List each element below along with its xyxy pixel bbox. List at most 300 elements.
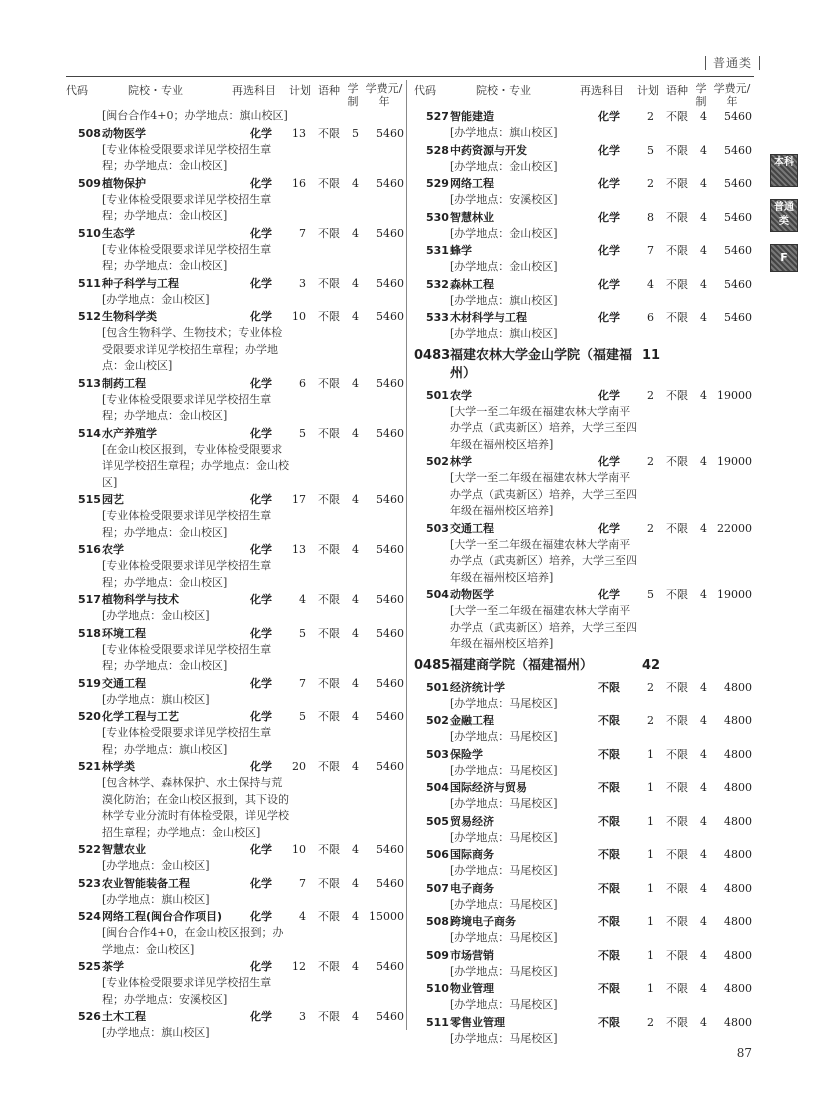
major-name: 茶学 [102, 960, 124, 973]
major-subject: 化学 [598, 110, 620, 123]
col-name: 院校・专业 [476, 84, 531, 97]
major-name: 土木工程 [102, 1010, 146, 1023]
major-fee: 5460 [376, 493, 404, 506]
major-plan: 4 [647, 277, 654, 291]
major-note: [办学地点：旗山校区] [450, 126, 558, 139]
major-plan: 5 [299, 710, 306, 723]
major-note: [大学一至二年级在福建农林大学南平办学点（武夷新区）培养，大学三至四年级在福州校区培养] [450, 604, 637, 650]
major-name: 木材科学与工程 [450, 311, 527, 324]
major-fee: 5460 [376, 876, 404, 890]
major-note: [办学地点：马尾校区] [450, 998, 558, 1011]
major-lang: 不限 [318, 593, 340, 606]
major-name: 农学 [450, 388, 472, 402]
major-fee: 4800 [724, 915, 752, 928]
major-plan: 2 [647, 680, 654, 694]
major-duration: 4 [700, 680, 707, 694]
school-plan: 11 [642, 347, 661, 363]
major-entry [414, 846, 752, 880]
major-name: 农业智能装备工程 [102, 876, 190, 890]
major-row [414, 453, 752, 470]
major-note: [闽台合作4+0，在金山校区报到；办学地点：金山校区] [102, 926, 284, 956]
major-lang: 不限 [318, 126, 340, 140]
major-lang: 不限 [666, 814, 688, 828]
major-duration: 4 [700, 521, 707, 535]
right-entries-a [414, 108, 752, 343]
major-code: 511 [78, 276, 101, 290]
major-row [66, 625, 404, 642]
major-note: [办学地点：马尾校区] [450, 897, 558, 911]
continued-note: [闽台合作4+0；办学地点：旗山校区] [102, 109, 288, 122]
major-code: 516 [78, 543, 101, 556]
major-subject: 化学 [250, 910, 272, 923]
major-note: [专业体检受限要求详见学校招生章程；办学地点：旗山校区] [102, 726, 272, 756]
major-name: 园艺 [102, 493, 124, 506]
side-tab-letter: F [770, 244, 798, 272]
major-lang: 不限 [666, 747, 688, 761]
major-subject: 不限 [598, 781, 620, 794]
major-code: 504 [426, 781, 449, 794]
major-fee: 5460 [376, 226, 404, 240]
major-fee: 4800 [724, 1015, 752, 1029]
major-row [66, 708, 404, 725]
major-fee: 19000 [717, 388, 752, 402]
major-note: [办学地点：金山校区] [102, 292, 210, 306]
major-code: 506 [426, 848, 449, 861]
major-entry [414, 880, 752, 914]
major-code: 524 [78, 910, 101, 923]
major-note: [办学地点：安溪校区] [450, 193, 558, 206]
major-plan: 10 [292, 310, 306, 323]
major-row [414, 309, 752, 326]
major-lang: 不限 [318, 176, 340, 190]
major-entry [66, 541, 404, 591]
major-plan: 4 [299, 593, 306, 606]
school-code: 0485 [414, 657, 451, 673]
school-header [414, 347, 752, 387]
major-fee: 5460 [724, 244, 752, 257]
major-duration: 4 [352, 676, 359, 690]
column-header [66, 78, 404, 108]
major-code: 510 [426, 982, 449, 995]
major-row [66, 375, 404, 392]
major-name: 种子科学与工程 [102, 276, 179, 290]
major-plan: 7 [647, 244, 654, 257]
major-fee: 5460 [376, 176, 404, 190]
major-note: [专业体检受限要求详见学校招生章程；办学地点：安溪校区] [102, 976, 272, 1006]
major-lang: 不限 [666, 110, 688, 123]
major-subject: 化学 [250, 543, 272, 556]
major-entry [66, 491, 404, 541]
major-lang: 不限 [318, 543, 340, 556]
major-entry [414, 387, 752, 454]
major-lang: 不限 [666, 521, 688, 535]
major-code: 510 [78, 226, 101, 240]
major-name: 林学 [450, 455, 472, 468]
major-lang: 不限 [666, 1015, 688, 1029]
major-entry [414, 779, 752, 813]
major-plan: 5 [299, 426, 306, 440]
major-fee: 15000 [369, 910, 404, 923]
major-lang: 不限 [318, 910, 340, 923]
major-row [414, 846, 752, 863]
major-note: [办学地点：马尾校区] [450, 696, 558, 710]
major-entry [414, 309, 752, 343]
major-row [66, 425, 404, 442]
major-entry [66, 908, 404, 958]
major-fee: 5460 [724, 143, 752, 157]
major-plan: 2 [647, 1015, 654, 1029]
major-entry [66, 175, 404, 225]
major-code: 517 [78, 593, 101, 606]
major-fee: 5460 [376, 126, 404, 140]
major-entry [66, 841, 404, 875]
major-row [414, 813, 752, 830]
major-subject: 化学 [598, 177, 620, 190]
major-note: [大学一至二年级在福建农林大学南平办学点（武夷新区）培养，大学三至四年级在福州校区培养] [450, 471, 637, 517]
major-row [414, 108, 752, 125]
major-code: 527 [426, 110, 449, 123]
major-row [414, 242, 752, 259]
major-subject: 化学 [250, 843, 272, 856]
school-name: 福建农林大学金山学院（福建福州） [450, 347, 633, 381]
major-entry [414, 746, 752, 780]
major-subject: 化学 [598, 244, 620, 257]
col-code: 代码 [66, 84, 88, 97]
major-duration: 4 [352, 1010, 359, 1023]
left-entries [66, 125, 404, 1042]
major-entry [414, 276, 752, 310]
major-duration: 4 [352, 843, 359, 856]
major-fee: 5460 [724, 177, 752, 190]
major-note: [在金山校区报到，专业体检受限要求详见学校招生章程；办学地点：金山校区] [102, 442, 289, 489]
major-plan: 2 [647, 455, 654, 468]
major-lang: 不限 [318, 760, 340, 773]
major-duration: 4 [352, 760, 359, 773]
major-subject: 不限 [598, 848, 620, 861]
major-duration: 4 [700, 388, 707, 402]
major-subject: 不限 [598, 881, 620, 895]
major-name: 交通工程 [450, 521, 494, 535]
major-fee: 5460 [376, 543, 404, 556]
major-code: 503 [426, 747, 449, 761]
major-fee: 5460 [376, 310, 404, 323]
major-subject: 不限 [598, 915, 620, 928]
major-lang: 不限 [666, 714, 688, 727]
major-name: 植物科学与技术 [102, 593, 179, 606]
major-row [414, 746, 752, 763]
major-note: [办学地点：旗山校区] [102, 692, 210, 706]
major-plan: 2 [647, 388, 654, 402]
school-name: 福建商学院（福建福州） [450, 657, 594, 673]
major-duration: 4 [352, 226, 359, 240]
major-row [66, 491, 404, 508]
major-duration: 5 [352, 126, 359, 140]
major-row [66, 275, 404, 292]
major-fee: 5460 [724, 110, 752, 123]
major-row [66, 875, 404, 892]
major-note: [办学地点：马尾校区] [450, 730, 558, 743]
major-entry [66, 308, 404, 375]
major-note: [办学地点：马尾校区] [450, 864, 558, 877]
major-code: 519 [78, 676, 101, 690]
major-plan: 5 [647, 143, 654, 157]
major-lang: 不限 [666, 277, 688, 291]
major-entry [414, 242, 752, 276]
major-row [66, 1008, 404, 1025]
major-row [414, 142, 752, 159]
major-code: 528 [426, 143, 449, 157]
major-plan: 1 [647, 781, 654, 794]
major-subject: 化学 [250, 176, 272, 190]
major-duration: 4 [352, 910, 359, 923]
major-note: [办学地点：马尾校区] [450, 797, 558, 810]
major-duration: 4 [700, 714, 707, 727]
major-duration: 4 [700, 311, 707, 324]
major-code: 530 [426, 210, 449, 224]
major-code: 512 [78, 310, 101, 323]
major-lang: 不限 [318, 626, 340, 640]
major-row [414, 880, 752, 897]
major-subject: 化学 [250, 760, 272, 773]
major-lang: 不限 [318, 676, 340, 690]
major-fee: 4800 [724, 948, 752, 962]
major-plan: 2 [647, 714, 654, 727]
major-name: 生物科学类 [102, 310, 157, 323]
major-lang: 不限 [666, 210, 688, 224]
major-row [66, 908, 404, 925]
major-row [66, 758, 404, 775]
major-entry [66, 708, 404, 758]
category-tag: 普通类 [712, 56, 752, 70]
major-lang: 不限 [666, 680, 688, 694]
major-lang: 不限 [318, 226, 340, 240]
major-row [66, 308, 404, 325]
right-entries-c [414, 679, 752, 1048]
major-fee: 5460 [376, 426, 404, 440]
major-entry [66, 225, 404, 275]
major-lang: 不限 [666, 143, 688, 157]
major-duration: 4 [700, 1015, 707, 1029]
major-fee: 4800 [724, 747, 752, 761]
major-fee: 5460 [724, 277, 752, 291]
major-row [414, 947, 752, 964]
major-name: 网络工程 [450, 177, 494, 190]
major-fee: 4800 [724, 881, 752, 895]
major-fee: 4800 [724, 982, 752, 995]
col-duration: 学制 [695, 82, 707, 108]
major-duration: 4 [700, 210, 707, 224]
major-code: 509 [78, 176, 101, 190]
major-subject: 化学 [598, 210, 620, 224]
major-row [66, 225, 404, 242]
major-note: [包含林学、森林保护、水土保持与荒漠化防治；在金山校区报到，其下设的林学专业分流时有体检受限，详见学校招生章程；办学地点：金山校区] [102, 776, 289, 839]
major-plan: 8 [647, 210, 654, 224]
major-note: [办学地点：金山校区] [102, 859, 210, 872]
major-fee: 4800 [724, 781, 752, 794]
major-lang: 不限 [318, 960, 340, 973]
major-note: [大学一至二年级在福建农林大学南平办学点（武夷新区）培养，大学三至四年级在福州校区培养] [450, 537, 637, 584]
major-row [66, 175, 404, 192]
col-plan: 计划 [289, 84, 311, 97]
major-entry [66, 958, 404, 1008]
major-code: 509 [426, 948, 449, 962]
major-lang: 不限 [318, 1010, 340, 1023]
major-plan: 7 [299, 226, 306, 240]
major-entry [414, 453, 752, 520]
major-code: 501 [426, 680, 449, 694]
major-duration: 4 [700, 455, 707, 468]
major-row [414, 712, 752, 729]
col-code: 代码 [414, 84, 436, 97]
major-plan: 5 [647, 588, 654, 601]
major-entry [414, 586, 752, 653]
major-subject: 化学 [250, 1010, 272, 1023]
major-duration: 4 [352, 426, 359, 440]
major-plan: 1 [647, 915, 654, 928]
col-plan: 计划 [637, 84, 659, 97]
major-note: [办学地点：金山校区] [450, 260, 558, 273]
major-lang: 不限 [666, 881, 688, 895]
major-subject: 化学 [250, 493, 272, 506]
major-row [414, 779, 752, 796]
major-row [414, 387, 752, 404]
major-plan: 10 [292, 843, 306, 856]
major-lang: 不限 [318, 843, 340, 856]
major-plan: 20 [292, 760, 306, 773]
major-subject: 化学 [598, 143, 620, 157]
major-code: 508 [426, 915, 449, 928]
major-lang: 不限 [666, 948, 688, 962]
major-entry [66, 625, 404, 675]
major-plan: 1 [647, 881, 654, 895]
school-plan: 42 [642, 657, 661, 673]
major-entry [66, 275, 404, 309]
major-row [66, 541, 404, 558]
major-entry [414, 209, 752, 243]
major-entry [414, 108, 752, 142]
major-plan: 2 [647, 177, 654, 190]
major-duration: 4 [700, 781, 707, 794]
col-subject: 再选科目 [580, 84, 624, 97]
major-fee: 5460 [376, 593, 404, 606]
major-row [414, 679, 752, 696]
major-subject: 化学 [598, 277, 620, 291]
major-note: [专业体检受限要求详见学校招生章程；办学地点：金山校区] [102, 642, 272, 672]
major-note: [办学地点：马尾校区] [450, 931, 558, 944]
major-entry [414, 520, 752, 587]
major-row [414, 1014, 752, 1031]
major-note: [办学地点：旗山校区] [450, 293, 558, 307]
major-subject: 化学 [250, 126, 272, 140]
major-duration: 4 [352, 876, 359, 890]
major-code: 518 [78, 626, 101, 640]
major-lang: 不限 [666, 915, 688, 928]
major-code: 505 [426, 814, 449, 828]
col-lang: 语种 [318, 84, 340, 97]
major-subject: 化学 [250, 710, 272, 723]
major-note: [办学地点：旗山校区] [102, 892, 210, 906]
major-fee: 4800 [724, 848, 752, 861]
major-entry [414, 947, 752, 981]
school-header [414, 657, 752, 679]
major-lang: 不限 [666, 311, 688, 324]
major-subject: 不限 [598, 747, 620, 761]
major-duration: 4 [352, 310, 359, 323]
column-separator [406, 80, 407, 1030]
major-fee: 5460 [376, 676, 404, 690]
major-code: 532 [426, 277, 449, 291]
major-plan: 6 [647, 311, 654, 324]
major-row [66, 841, 404, 858]
major-fee: 5460 [376, 760, 404, 773]
major-duration: 4 [700, 244, 707, 257]
col-duration: 学制 [347, 82, 359, 108]
major-plan: 7 [299, 676, 306, 690]
major-plan: 6 [299, 376, 306, 390]
major-plan: 13 [292, 126, 306, 140]
school-code: 0483 [414, 347, 451, 363]
major-duration: 4 [700, 277, 707, 291]
major-name: 保险学 [450, 747, 483, 761]
major-entry [66, 125, 404, 175]
major-note: [办学地点：马尾校区] [450, 964, 558, 978]
major-subject: 化学 [250, 426, 272, 440]
major-duration: 4 [700, 177, 707, 190]
major-duration: 4 [352, 960, 359, 973]
side-tab-general: 普通类 [770, 199, 798, 232]
major-subject: 化学 [250, 876, 272, 890]
major-name: 环境工程 [102, 626, 146, 640]
major-plan: 1 [647, 982, 654, 995]
major-row [414, 209, 752, 226]
major-subject: 化学 [598, 588, 620, 601]
major-entry [66, 375, 404, 425]
major-lang: 不限 [318, 376, 340, 390]
major-subject: 化学 [598, 311, 620, 324]
major-plan: 2 [647, 521, 654, 535]
major-plan: 1 [647, 814, 654, 828]
major-code: 514 [78, 426, 101, 440]
major-entry [66, 425, 404, 492]
major-name: 物业管理 [450, 982, 494, 995]
major-name: 中药资源与开发 [450, 143, 527, 157]
major-note: [办学地点：金山校区] [450, 159, 558, 173]
major-code: 515 [78, 493, 101, 506]
major-name: 植物保护 [102, 176, 146, 190]
major-subject: 不限 [598, 1015, 620, 1029]
major-duration: 4 [352, 710, 359, 723]
major-duration: 4 [700, 588, 707, 601]
major-note: [大学一至二年级在福建农林大学南平办学点（武夷新区）培养，大学三至四年级在福州校区培养] [450, 404, 637, 451]
major-plan: 16 [292, 176, 306, 190]
major-lang: 不限 [318, 876, 340, 890]
major-plan: 13 [292, 543, 306, 556]
major-subject: 化学 [250, 376, 272, 390]
major-lang: 不限 [318, 710, 340, 723]
major-fee: 4800 [724, 714, 752, 727]
major-duration: 4 [700, 110, 707, 123]
major-code: 531 [426, 244, 449, 257]
major-code: 521 [78, 760, 101, 773]
major-code: 526 [78, 1010, 101, 1023]
header-rule [66, 76, 754, 77]
major-code: 508 [78, 126, 101, 140]
major-name: 蜂学 [450, 244, 472, 257]
major-subject: 不限 [598, 982, 620, 995]
major-fee: 5460 [376, 710, 404, 723]
major-name: 贸易经济 [450, 814, 494, 828]
major-lang: 不限 [318, 493, 340, 506]
